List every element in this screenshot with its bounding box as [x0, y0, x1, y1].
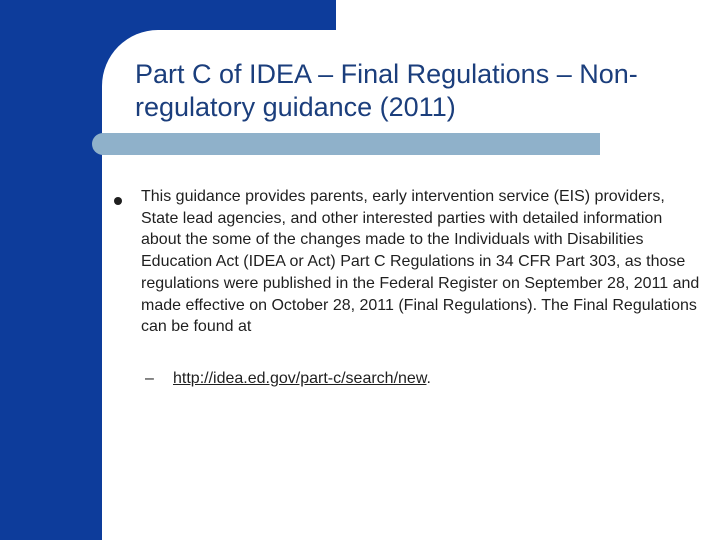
title-rule: [102, 133, 600, 155]
bullet-dot-icon: [114, 197, 122, 205]
sub-bullet-item: [173, 368, 431, 390]
bullet-text: This guidance provides parents, early intervention service (EIS) providers, State lead agencies, and other interested parties with detailed information about the some of the changes made to the Individuals with Disabilities Education Act (IDEA or Act) Part C Regulations in 34 CFR Part 303, as those regulations were published in the Federal Register on September 28, 2011 and made effective on October 28, 2011 (Final Regulations). The Final Regulations can be found at: [141, 188, 700, 336]
sub-bullet-marker: –: [145, 370, 154, 387]
slide-title: Part C of IDEA – Final Regulations – Non-regulatory guidance (2011): [135, 59, 638, 122]
idea-link[interactable]: http://idea.ed.gov/part-c/search/new: [173, 370, 427, 387]
link-suffix: .: [426, 370, 431, 387]
left-accent-bar: [0, 0, 102, 540]
